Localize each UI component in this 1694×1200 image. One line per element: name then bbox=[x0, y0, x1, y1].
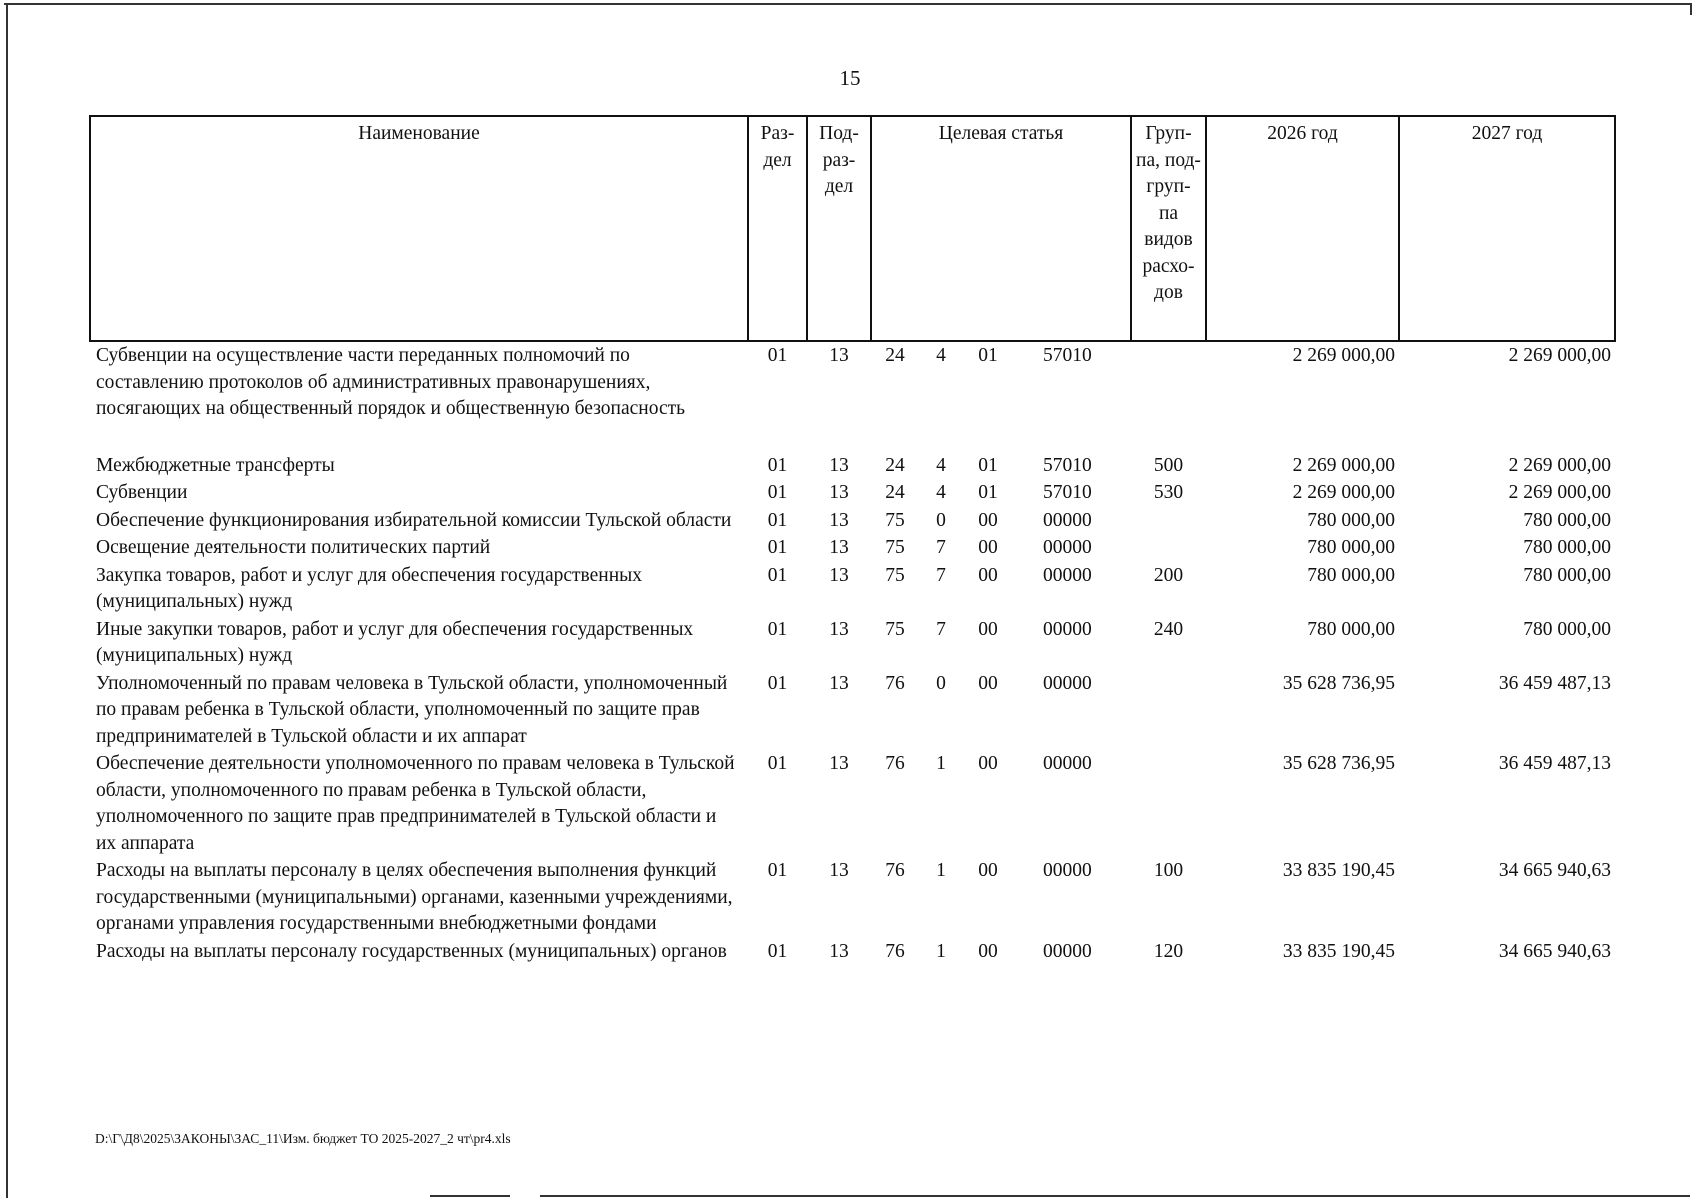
cell-razdel: 01 bbox=[767, 618, 788, 640]
cell-target-direction: 00000 bbox=[1043, 672, 1092, 694]
cell-target-program: 75 bbox=[885, 564, 905, 586]
table-row bbox=[90, 341, 1615, 423]
page-border-right bbox=[1690, 3, 1692, 15]
page-border-bottom-fragment bbox=[430, 1195, 510, 1197]
cell-podrazdel: 13 bbox=[829, 753, 849, 774]
cell-target-element: 00 bbox=[978, 940, 998, 962]
cell-target-program: 24 bbox=[885, 482, 905, 503]
cell-razdel: 01 bbox=[767, 509, 788, 531]
row-spacer-cell bbox=[90, 423, 1615, 452]
cell-target-program: 76 bbox=[885, 672, 905, 694]
page-number: 15 bbox=[839, 66, 861, 90]
cell-podrazdel: 13 bbox=[829, 537, 849, 558]
cell-podrazdel: 13 bbox=[829, 454, 849, 476]
cell-razdel: 01 bbox=[767, 753, 788, 774]
table-row bbox=[90, 857, 1615, 938]
cell-podrazdel: 13 bbox=[829, 564, 849, 586]
cell-name: Расходы на выплаты персоналу в целях обеспечения выполнения функций государственными (муниципальными) органами, казенными учреждениями, органами управления государственными внебюджетными фондами bbox=[96, 860, 733, 934]
cell-2027: 780 000,00 bbox=[1523, 537, 1611, 558]
cell-podrazdel: 13 bbox=[829, 345, 849, 366]
cell-group bbox=[1131, 670, 1206, 751]
cell-razdel: 01 bbox=[767, 564, 788, 586]
cell-2026: 2 269 000,00 bbox=[1292, 454, 1395, 476]
table-header-row bbox=[90, 116, 1615, 341]
cell-name: Субвенции bbox=[96, 482, 188, 503]
cell-target-program: 75 bbox=[885, 618, 905, 640]
cell-group: 120 bbox=[1153, 940, 1184, 962]
table-row bbox=[90, 750, 1615, 857]
cell-target-direction: 00000 bbox=[1043, 753, 1092, 774]
cell-target-subprogram: 7 bbox=[936, 564, 946, 586]
cell-target-subprogram: 1 bbox=[936, 940, 946, 962]
cell-razdel: 01 bbox=[767, 482, 788, 503]
cell-podrazdel: 13 bbox=[829, 940, 849, 962]
cell-2026: 780 000,00 bbox=[1307, 509, 1395, 531]
header-target bbox=[871, 116, 1131, 341]
cell-name: Субвенции на осуществление части переданных полномочий по составлению протоколов об административных правонарушениях, посягающих на общественный порядок и общественную безопасность bbox=[96, 345, 686, 419]
cell-2026: 2 269 000,00 bbox=[1292, 482, 1395, 503]
cell-target-direction: 00000 bbox=[1043, 537, 1092, 558]
cell-name: Иные закупки товаров, работ и услуг для обеспечения государственных (муниципальных) нужд bbox=[96, 618, 694, 666]
budget-table bbox=[89, 115, 1616, 965]
cell-name: Расходы на выплаты персоналу государственных (муниципальных) органов bbox=[96, 940, 727, 962]
cell-target-direction: 00000 bbox=[1043, 940, 1092, 962]
footer-file-path: D:\Г\Д8\2025\ЗАКОНЫ\ЗАС_11\Изм. бюджет ТО 2025-2027_2 чт\pr4.xls bbox=[95, 1131, 511, 1146]
header-razdel-text: Раз- дел bbox=[760, 123, 795, 171]
cell-podrazdel: 13 bbox=[829, 618, 849, 640]
cell-2027: 780 000,00 bbox=[1523, 509, 1611, 531]
header-razdel bbox=[748, 116, 807, 341]
cell-2026: 35 628 736,95 bbox=[1282, 753, 1395, 774]
cell-target-element: 00 bbox=[978, 564, 998, 586]
cell-target-subprogram: 7 bbox=[936, 618, 946, 640]
cell-target-program: 76 bbox=[885, 860, 905, 881]
cell-podrazdel: 13 bbox=[829, 482, 849, 503]
cell-target-element: 00 bbox=[978, 537, 998, 558]
cell-target-element: 01 bbox=[978, 345, 998, 366]
cell-target-program: 76 bbox=[885, 940, 905, 962]
cell-target-direction: 00000 bbox=[1043, 618, 1092, 640]
cell-2026: 2 269 000,00 bbox=[1292, 345, 1395, 366]
cell-razdel: 01 bbox=[767, 672, 788, 694]
header-2027-text: 2027 год bbox=[1471, 123, 1543, 144]
cell-name: Освещение деятельности политических партий bbox=[96, 537, 491, 558]
header-name-text: Наименование bbox=[358, 123, 480, 144]
page-border-left bbox=[6, 3, 8, 1198]
cell-group: 200 bbox=[1153, 564, 1184, 586]
cell-group bbox=[1131, 534, 1206, 562]
cell-2027: 2 269 000,00 bbox=[1508, 454, 1611, 476]
cell-2027: 780 000,00 bbox=[1523, 564, 1611, 586]
cell-razdel: 01 bbox=[767, 345, 788, 366]
table-row bbox=[90, 534, 1615, 562]
cell-group: 100 bbox=[1153, 860, 1184, 881]
row-spacer bbox=[90, 423, 1615, 452]
cell-name: Межбюджетные трансферты bbox=[96, 454, 335, 476]
cell-target-subprogram: 0 bbox=[936, 509, 946, 531]
cell-target-direction: 00000 bbox=[1043, 564, 1092, 586]
cell-target-program: 75 bbox=[885, 509, 905, 531]
cell-2026: 33 835 190,45 bbox=[1282, 940, 1395, 962]
cell-target-direction: 57010 bbox=[1043, 345, 1092, 366]
cell-target-element: 00 bbox=[978, 672, 998, 694]
cell-podrazdel: 13 bbox=[829, 509, 849, 531]
cell-target-element: 00 bbox=[978, 509, 998, 531]
cell-target-program: 75 bbox=[885, 537, 905, 558]
cell-podrazdel: 13 bbox=[829, 860, 849, 881]
header-2026 bbox=[1206, 116, 1399, 341]
header-podrazdel-text: Под- раз- дел bbox=[819, 123, 859, 197]
cell-target-direction: 00000 bbox=[1043, 509, 1092, 531]
cell-name: Обеспечение деятельности уполномоченного по правам человека в Тульской области, уполномоченного по правам ребенка в Тульской области, уполномоченного по защите прав предпринимателей в Тульской области и их аппарата bbox=[96, 753, 735, 854]
table-row bbox=[90, 562, 1615, 616]
cell-2026: 33 835 190,45 bbox=[1282, 860, 1395, 881]
cell-2027: 34 665 940,63 bbox=[1498, 860, 1611, 881]
table-row bbox=[90, 616, 1615, 670]
cell-name: Закупка товаров, работ и услуг для обеспечения государственных (муниципальных) нужд bbox=[96, 564, 643, 612]
cell-2027: 2 269 000,00 bbox=[1508, 482, 1611, 503]
cell-group bbox=[1131, 750, 1206, 857]
table-row bbox=[90, 479, 1615, 507]
cell-target-element: 01 bbox=[978, 482, 998, 503]
cell-target-direction: 00000 bbox=[1043, 860, 1092, 881]
cell-target-subprogram: 4 bbox=[936, 345, 946, 366]
cell-target-subprogram: 1 bbox=[936, 860, 946, 881]
table-row bbox=[90, 938, 1615, 966]
cell-group bbox=[1131, 341, 1206, 423]
cell-target-element: 01 bbox=[978, 454, 998, 476]
cell-target-subprogram: 4 bbox=[936, 482, 946, 503]
cell-group bbox=[1131, 507, 1206, 535]
cell-target-subprogram: 0 bbox=[936, 672, 946, 694]
cell-target-program: 24 bbox=[885, 454, 905, 476]
cell-target-element: 00 bbox=[978, 618, 998, 640]
cell-razdel: 01 bbox=[767, 940, 788, 962]
table-body bbox=[90, 341, 1615, 965]
cell-2027: 780 000,00 bbox=[1523, 618, 1611, 640]
cell-razdel: 01 bbox=[767, 454, 788, 476]
cell-target-element: 00 bbox=[978, 753, 998, 774]
cell-target-program: 24 bbox=[885, 345, 905, 366]
header-2026-text: 2026 год bbox=[1267, 123, 1338, 144]
cell-2026: 780 000,00 bbox=[1307, 618, 1395, 640]
cell-target-program: 76 bbox=[885, 753, 905, 774]
page-border-bottom bbox=[540, 1195, 1690, 1197]
cell-podrazdel: 13 bbox=[829, 672, 849, 694]
cell-razdel: 01 bbox=[767, 537, 788, 558]
cell-name: Обеспечение функционирования избирательной комиссии Тульской области bbox=[96, 509, 732, 531]
header-group-text: Груп- па, под- груп- па видов расхо- дов bbox=[1136, 123, 1201, 303]
table-row bbox=[90, 507, 1615, 535]
cell-group: 240 bbox=[1153, 618, 1184, 640]
cell-razdel: 01 bbox=[767, 860, 788, 881]
cell-target-element: 00 bbox=[978, 860, 998, 881]
cell-target-direction: 57010 bbox=[1043, 482, 1092, 503]
cell-name: Уполномоченный по правам человека в Тульской области, уполномоченный по правам ребенка в Тульской области, уполномоченный по защите прав предпринимателей в Тульской области и их аппарат bbox=[96, 672, 728, 747]
page-border-top bbox=[4, 3, 1692, 5]
cell-2027: 34 665 940,63 bbox=[1498, 940, 1611, 962]
table-row bbox=[90, 670, 1615, 751]
cell-2026: 780 000,00 bbox=[1307, 564, 1395, 586]
cell-2027: 36 459 487,13 bbox=[1498, 753, 1611, 774]
cell-target-subprogram: 4 bbox=[936, 454, 946, 476]
cell-2026: 780 000,00 bbox=[1307, 537, 1395, 558]
cell-target-subprogram: 7 bbox=[936, 537, 946, 558]
cell-group: 530 bbox=[1153, 482, 1184, 503]
cell-2027: 2 269 000,00 bbox=[1508, 345, 1611, 366]
header-group bbox=[1131, 116, 1206, 341]
header-podrazdel bbox=[807, 116, 871, 341]
cell-2026: 35 628 736,95 bbox=[1282, 672, 1395, 694]
header-name bbox=[90, 116, 748, 341]
cell-target-direction: 57010 bbox=[1043, 454, 1092, 476]
header-target-text: Целевая статья bbox=[938, 123, 1064, 144]
cell-group: 500 bbox=[1153, 454, 1184, 476]
cell-target-subprogram: 1 bbox=[936, 753, 946, 774]
cell-2027: 36 459 487,13 bbox=[1498, 672, 1611, 694]
table-row bbox=[90, 452, 1615, 480]
header-2027 bbox=[1399, 116, 1615, 341]
